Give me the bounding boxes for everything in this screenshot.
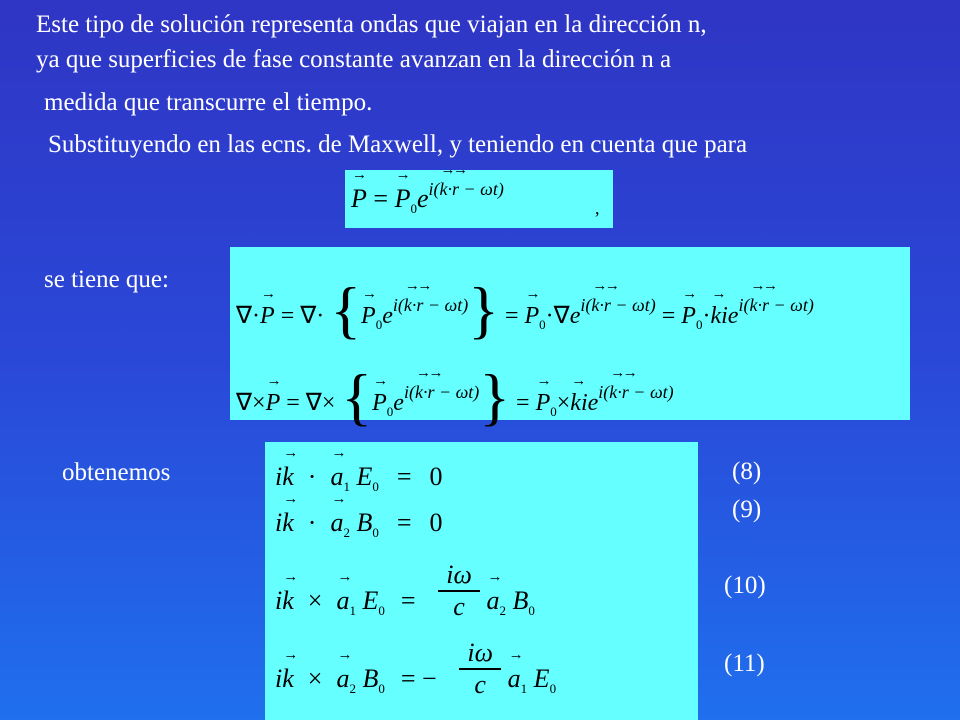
equation-number-8: (8) [732, 458, 762, 485]
results-box [265, 442, 698, 720]
equation-10: $i\to k \times\to a_1$ $E_0$ = $\frac{i\omega}{c}$ → $a_2$ $B_0$ [275, 560, 535, 622]
divergence-equation: ∇·→ P = ∇· {→ $P_0e^{i(\to k\cdot\to r - \omega t)}$} = → $P_0\cdot\nabla e^{i(\to k\cdot\to r - \omega t)}$ = → $P_0\cdot\to kie^{i(\to k\cdot\to r - \omega t)}$ [236, 265, 814, 339]
substituting-line: Substituyendo en las ecns. de Maxwell, y teniendo en cuenta que para [48, 131, 748, 158]
equation-number-10: (10) [724, 572, 766, 599]
intro-line-2: ya que superficies de fase constante avanzan en la dirección n a [36, 46, 672, 73]
intro-line-3: medida que transcurre el tiempo. [44, 89, 373, 116]
equation-8: $i\to k \cdot\to a_1$ $E_0 = 0$ [275, 462, 443, 492]
equation-11: $i\to k \times\to a_2$ $B_0$ = − $\frac{i\omega}{c}$ → $a_1$ $E_0$ [275, 638, 556, 700]
obtenemos-label: obtenemos [62, 459, 171, 486]
divergence-curl-box [230, 247, 910, 432]
polarization-definition-box: → P = → $P_0e^{i(\to k\cdot\to r - \omega t)}$ , [345, 170, 613, 228]
equation-number-9: (9) [732, 496, 762, 523]
intro-line-1: Este tipo de solución representa ondas que viajan en la dirección n, [36, 11, 707, 38]
curl-equation: ∇×→ P = ∇× {→ $P_0e^{i(\to k\cdot\to r - \omega t)}$} = → $P_0\times\to kie^{i(\to k\cdot\to r - \omega t)}$ [236, 352, 674, 426]
equation-9: $i\to k \cdot\to a_2$ $B_0 = 0$ [275, 508, 443, 538]
equation-number-11: (11) [724, 650, 765, 677]
se-tiene-que-label: se tiene que: [44, 266, 169, 293]
polarization-definition-equation: → P = → $P_0e^{i(\to k\cdot\to r - \omega t)}$ [351, 184, 504, 214]
